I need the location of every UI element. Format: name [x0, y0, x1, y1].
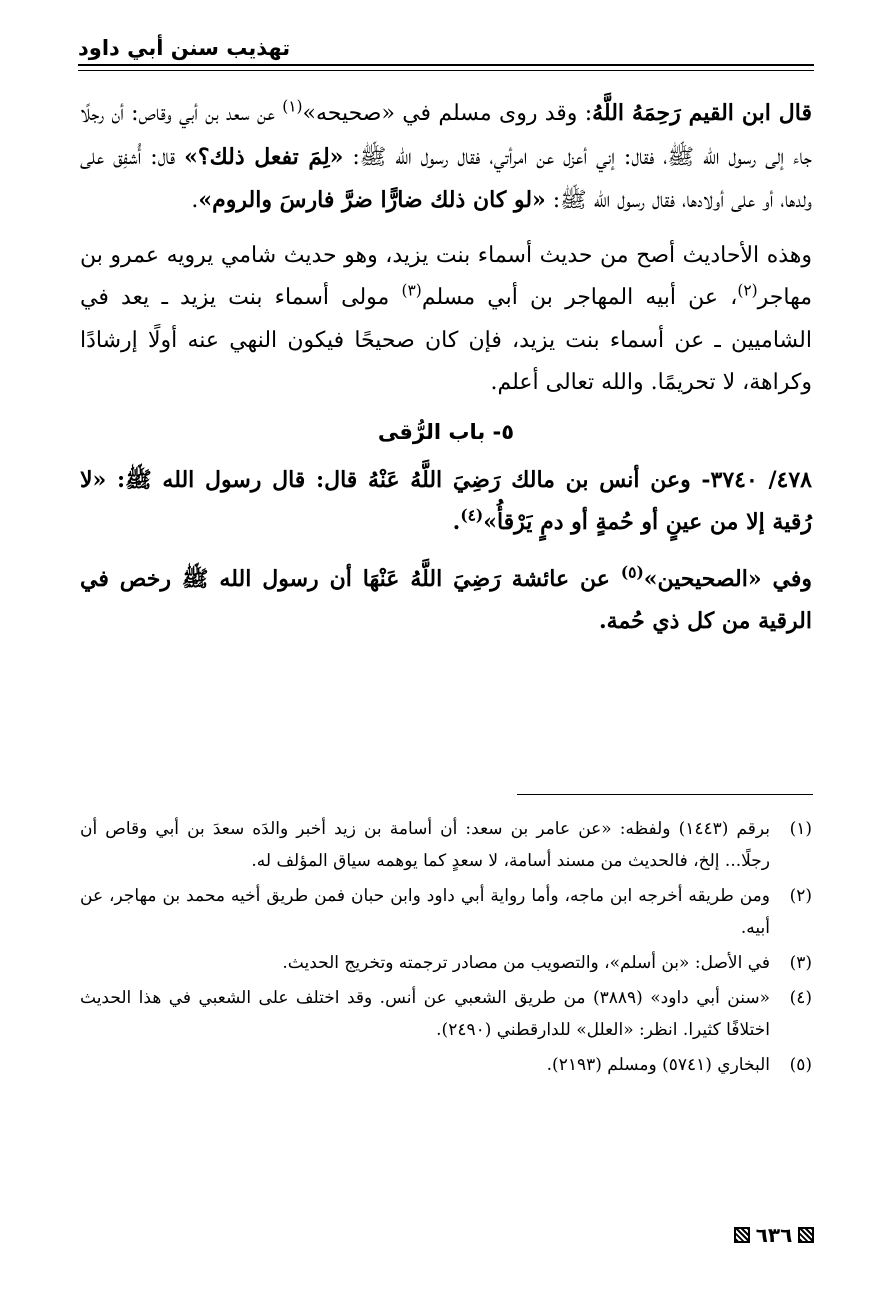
hadith-text	[80, 459, 812, 544]
footnote-ref-2[interactable]: (٢)	[737, 281, 758, 300]
page-number-block	[734, 1222, 814, 1248]
prophet-quote: «لو كان ذلك ضارًّا ضرَّ فارسَ والروم»	[198, 187, 546, 213]
footnote-separator	[517, 794, 813, 795]
footnote-item	[80, 1049, 812, 1081]
paragraph-ibn-alqayyim	[80, 92, 812, 223]
footnote-text: برقم (١٤٤٣) ولفظه: «عن عامر بن سعد: أن أسامة بن زيد أخبر والدَه سعدَ بن أبي وقاص أن رجلًا... إلخ، فالحديث من مسند أسامة، لا سعدٍ كما يوهمه سياق المؤلف له.	[80, 819, 770, 871]
footnote-item	[80, 947, 812, 979]
footnote-ref-5[interactable]: (٥)	[620, 563, 644, 582]
footnote-text: ومن طريقه أخرجه ابن ماجه، وأما رواية أبي داود وابن حبان فمن طريق أخيه محمد بن مهاجر، عن أبيه.	[80, 886, 770, 938]
text-span: : وقد روى مسلم في «صحيحه»	[302, 101, 593, 126]
footnotes	[80, 813, 812, 1084]
footnote-item	[80, 880, 812, 944]
footnote-text: في الأصل: «بن أسلم»، والتصويب من مصادر ترجمته وتخريج الحديث.	[282, 953, 770, 973]
speaker-name: قال ابن القيم رَحِمَهُ اللَّهُ	[592, 100, 812, 126]
footnote-text: البخاري (٥٧٤١) ومسلم (٢١٩٣).	[546, 1055, 770, 1075]
text-span: قال: أُشفِق على ولدها، أو على أولادها، فقال رسول الله ﷺ:	[80, 144, 812, 213]
footnote-number: (٤)	[789, 988, 812, 1008]
text-span: عن عائشة رَضِيَ اللَّهُ عَنْهَا أن رسول الله ﷺ رخص في الرقية من كل ذي حُمة.	[80, 565, 812, 634]
header-rule	[78, 64, 814, 66]
page-number: ٦٣٦	[755, 1223, 793, 1247]
text-span: وفي «الصحيحين»	[643, 565, 812, 592]
text-span: عن سعد بن أبي وقاص: أن رجلًا جاء إلى رسول الله ﷺ، فقال: إني أعزل عن امرأتي، فقال رسول الله ﷺ:	[80, 101, 812, 170]
footnote-ref-3[interactable]: (٣)	[401, 281, 422, 300]
footnote-ref-1[interactable]: (١)	[282, 97, 303, 116]
footnote-ref-4[interactable]: (٤)	[460, 506, 484, 525]
prophet-quote: «لِمَ تفعل ذلك؟»	[184, 143, 344, 170]
footnote-number: (٢)	[789, 886, 812, 906]
text-span: ٤٧٨/ ٣٧٤٠- وعن أنس بن مالك رَضِيَ اللَّهُ عَنْهُ قال: قال رسول الله ﷺ: «لا رُقية إلا من عينٍ أو حُمةٍ أو دمٍ يَرْقأُ»	[80, 466, 812, 535]
text-span: .	[191, 188, 199, 213]
text-span: مولى أسماء بنت يزيد ـ يعد في الشاميين ـ عن أسماء بنت يزيد، فإن كان صحيحًا فيكون النهي عنه أولًا إرشادًا وكراهة، لا تحريمًا. والله تعالى أعلم.	[80, 285, 812, 395]
chapter-heading: ٥- باب الرُّقى	[377, 419, 515, 444]
footnote-text: «سنن أبي داود» (٣٨٨٩) من طريق الشعبي عن أنس. وقد اختلف على الشعبي في هذا الحديث اختلافًا كثيرا. انظر: «العلل» للدارقطني (٢٤٩٠).	[80, 988, 770, 1040]
header-rule-thin	[78, 70, 814, 71]
ornament-icon	[734, 1227, 750, 1243]
main-text	[80, 92, 812, 643]
text-span: وهذه الأحاديث أصح من حديث أسماء بنت يزيد، وهو حديث شامي يرويه عمرو بن مهاجر	[80, 242, 812, 310]
footnote-item	[80, 982, 812, 1046]
footnote-number: (٣)	[789, 953, 812, 973]
text-span: ، عن أبيه المهاجر بن أبي مسلم	[421, 285, 738, 310]
ornament-icon	[798, 1227, 814, 1243]
footnote-item	[80, 813, 812, 877]
paragraph-commentary	[80, 235, 812, 405]
text-span: .	[452, 509, 461, 535]
running-header-title: تهذيب سنن أبي داود	[78, 36, 291, 60]
paragraph-sahihayn	[80, 558, 812, 643]
footnote-number: (٥)	[789, 1055, 812, 1075]
footnote-number: (١)	[789, 819, 812, 839]
